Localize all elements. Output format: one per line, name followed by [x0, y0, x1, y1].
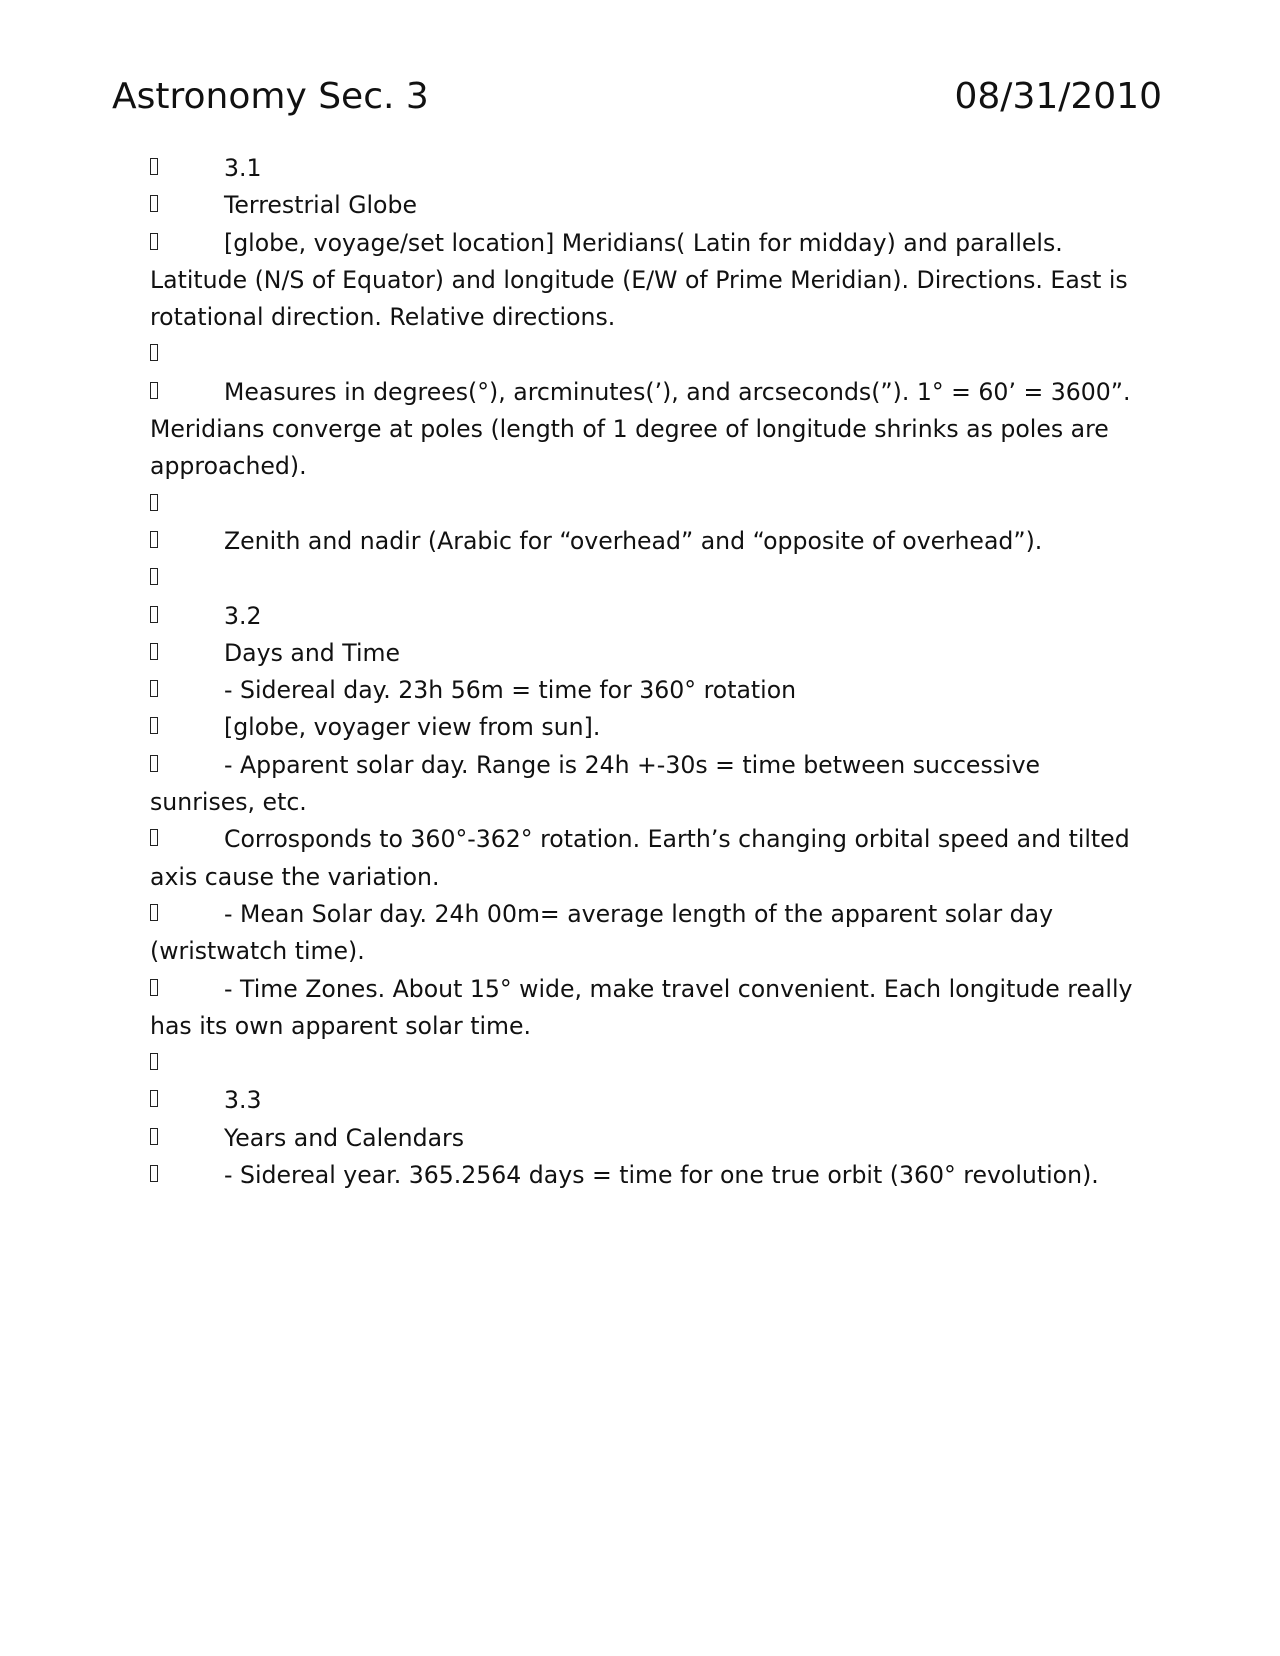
page-header: [112, 72, 1162, 122]
box-glyph-icon: [150, 336, 224, 373]
paragraph: [150, 821, 1135, 896]
box-glyph-icon: [150, 225, 224, 262]
paragraph: [150, 747, 1135, 822]
paragraph-text: - Sidereal day. 23h 56m = time for 360° rotation: [224, 676, 797, 705]
box-glyph-icon: [150, 150, 224, 187]
paragraph-text: 3.2: [224, 601, 262, 630]
paragraph-text: Measures in degrees(°), arcminutes(’), and arcseconds(”). 1° = 60’ = 3600”. Meridians converge at poles (length of 1 degree of longitude shrinks as poles are approached).: [150, 377, 1131, 481]
paragraph-text: Zenith and nadir (Arabic for “overhead” and “opposite of overhead”).: [224, 526, 1043, 555]
paragraph: [150, 1045, 1135, 1082]
document-body: [150, 150, 1135, 1194]
paragraph: [150, 187, 1135, 224]
document-date: 08/31/2010: [954, 76, 1162, 117]
paragraph-text: - Apparent solar day. Range is 24h +-30s = time between successive sunrises, etc.: [150, 750, 1041, 817]
paragraph: [150, 374, 1135, 486]
paragraph: [150, 336, 1135, 373]
paragraph: [150, 1120, 1135, 1157]
paragraph-text: [globe, voyager view from sun].: [224, 713, 601, 742]
paragraph-text: Years and Calendars: [224, 1123, 465, 1152]
paragraph: [150, 560, 1135, 597]
paragraph-text: - Sidereal year. 365.2564 days = time for one true orbit (360° revolution).: [224, 1161, 1099, 1190]
paragraph-text: [globe, voyage/set location] Meridians( Latin for midday) and parallels. Latitude (N/S of Equator) and longitude (E/W of Prime Meridian). Directions. East is rotational direction. Relative directions.: [150, 228, 1128, 332]
box-glyph-icon: [150, 187, 224, 224]
box-glyph-icon: [150, 635, 224, 672]
box-glyph-icon: [150, 896, 224, 933]
paragraph: [150, 486, 1135, 523]
paragraph-text: Days and Time: [224, 638, 401, 667]
paragraph: [150, 598, 1135, 635]
paragraph-text: Terrestrial Globe: [224, 191, 417, 220]
box-glyph-icon: [150, 560, 224, 597]
paragraph: [150, 1157, 1135, 1194]
box-glyph-icon: [150, 672, 224, 709]
paragraph: [150, 150, 1135, 187]
document-title: Astronomy Sec. 3: [112, 76, 429, 117]
paragraph-text: - Mean Solar day. 24h 00m= average length of the apparent solar day (wristwatch time).: [150, 899, 1054, 966]
box-glyph-icon: [150, 1157, 224, 1194]
paragraph: [150, 635, 1135, 672]
paragraph-text: Corrosponds to 360°-362° rotation. Earth’s changing orbital speed and tilted axis cause the variation.: [150, 825, 1130, 891]
box-glyph-icon: [150, 598, 224, 635]
box-glyph-icon: [150, 1045, 224, 1082]
box-glyph-icon: [150, 1120, 224, 1157]
paragraph-text: 3.1: [224, 154, 262, 182]
box-glyph-icon: [150, 374, 224, 411]
paragraph: [150, 523, 1135, 560]
box-glyph-icon: [150, 486, 224, 523]
box-glyph-icon: [150, 821, 224, 858]
paragraph: [150, 896, 1135, 971]
box-glyph-icon: [150, 523, 224, 560]
box-glyph-icon: [150, 747, 224, 784]
paragraph: [150, 672, 1135, 709]
paragraph: [150, 225, 1135, 337]
paragraph: [150, 1082, 1135, 1119]
box-glyph-icon: [150, 971, 224, 1008]
paragraph-text: 3.3: [224, 1086, 262, 1115]
box-glyph-icon: [150, 1082, 224, 1119]
box-glyph-icon: [150, 709, 224, 746]
paragraph: [150, 971, 1135, 1046]
paragraph: [150, 709, 1135, 746]
paragraph-text: - Time Zones. About 15° wide, make travel convenient. Each longitude really has its own apparent solar time.: [150, 974, 1133, 1040]
